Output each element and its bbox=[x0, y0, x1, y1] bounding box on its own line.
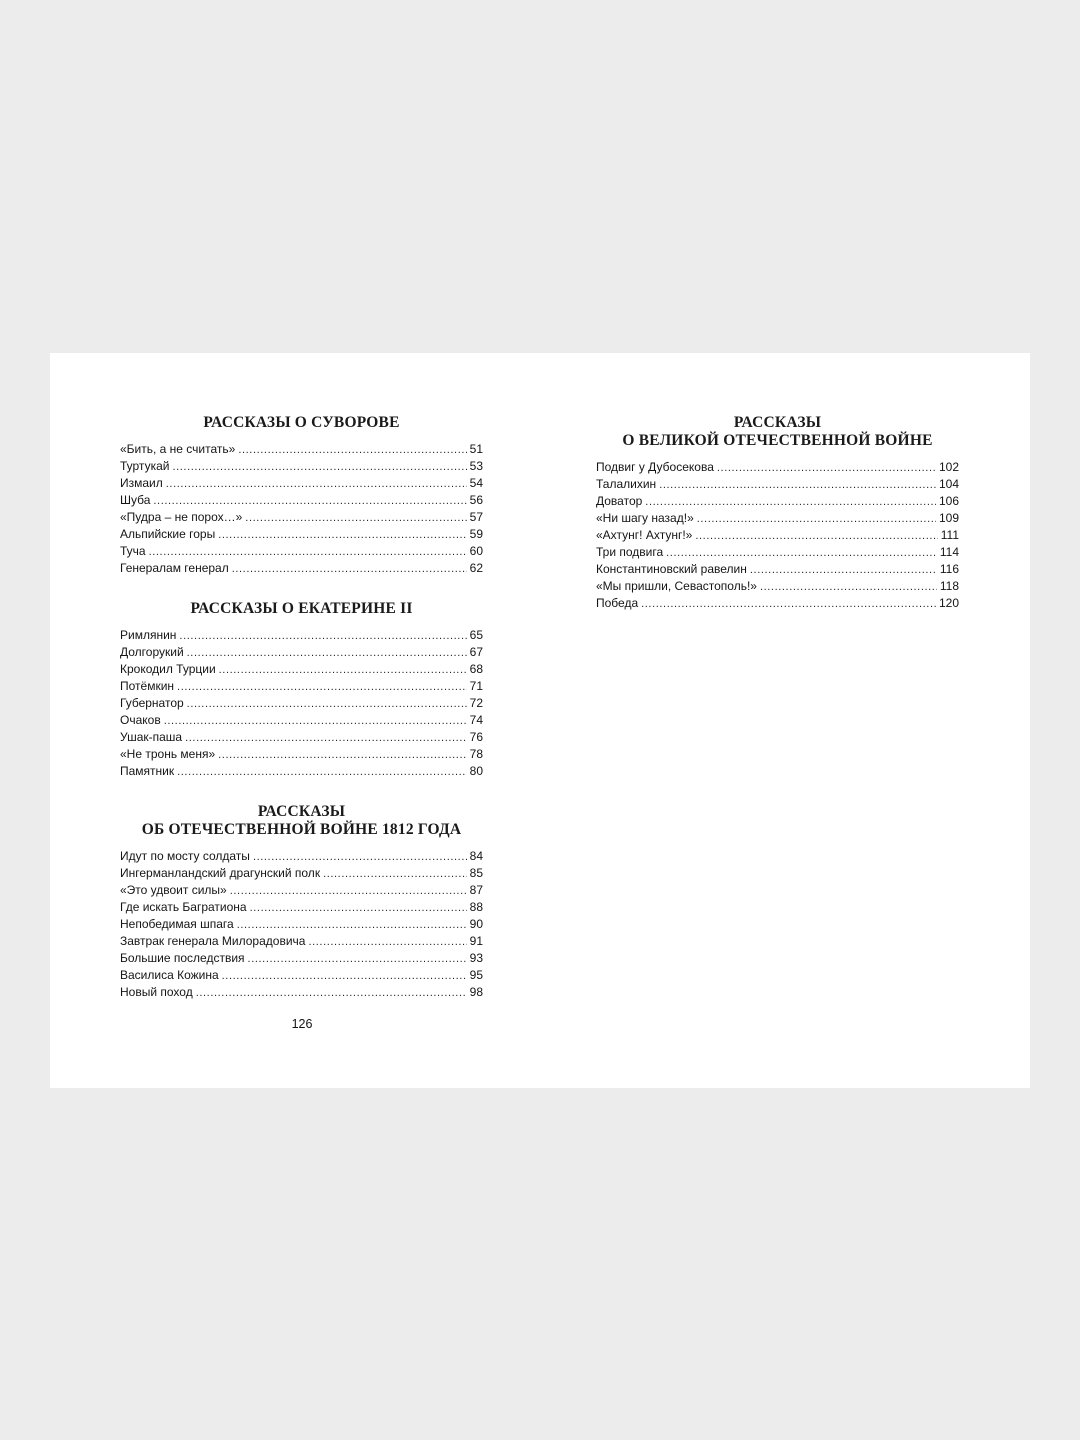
toc-entry[interactable]: «Бить, а не считать» ..... 51 bbox=[120, 441, 483, 458]
section-title-great-patriotic-war: РАССКАЗЫ О ВЕЛИКОЙ ОТЕЧЕСТВЕННОЙ ВОЙНЕ bbox=[622, 414, 933, 449]
toc-entry[interactable]: Туча ..... 60 bbox=[120, 543, 483, 560]
toc-entry[interactable]: Долгорукий ..... 67 bbox=[120, 644, 483, 661]
toc-entry[interactable]: «Пудра – не порох…» ..... 57 bbox=[120, 509, 483, 526]
toc-entry[interactable]: «Ни шагу назад!» ..... 109 bbox=[596, 510, 959, 527]
toc-entry[interactable]: Альпийские горы ..... 59 bbox=[120, 526, 483, 543]
toc-entry[interactable]: Три подвига ..... 114 bbox=[596, 544, 959, 561]
toc-entry[interactable]: Генералам генерал ..... 62 bbox=[120, 560, 483, 577]
toc-entry[interactable]: Потёмкин ..... 71 bbox=[120, 678, 483, 695]
toc-entry[interactable]: Подвиг у Дубосекова ..... 102 bbox=[596, 459, 959, 476]
toc-entry[interactable]: Ингерманландский драгунский полк ..... 85 bbox=[120, 865, 483, 882]
toc-list-great-patriotic-war bbox=[596, 459, 959, 612]
section-title-suvorov: РАССКАЗЫ О СУВОРОВЕ bbox=[203, 414, 400, 431]
toc-entry[interactable]: Завтрак генерала Милорадовича ..... 91 bbox=[120, 933, 483, 950]
toc-entry[interactable]: Ушак-паша ..... 76 bbox=[120, 729, 483, 746]
toc-list-1812 bbox=[120, 848, 483, 1001]
toc-list-suvorov bbox=[120, 441, 483, 577]
book-spread bbox=[50, 353, 1030, 1088]
toc-entry[interactable]: Губернатор ..... 72 bbox=[120, 695, 483, 712]
toc-entry[interactable]: «Мы пришли, Севастополь!» ..... 118 bbox=[596, 578, 959, 595]
section-title-catherine: РАССКАЗЫ О ЕКАТЕРИНЕ II bbox=[190, 600, 413, 617]
toc-list-catherine bbox=[120, 627, 483, 780]
toc-entry[interactable]: Где искать Багратиона ..... 88 bbox=[120, 899, 483, 916]
toc-entry[interactable]: Большие последствия ..... 93 bbox=[120, 950, 483, 967]
toc-entry[interactable]: Памятник ..... 80 bbox=[120, 763, 483, 780]
toc-entry[interactable]: Непобедимая шпага ..... 90 bbox=[120, 916, 483, 933]
toc-entry[interactable]: Римлянин ..... 65 bbox=[120, 627, 483, 644]
toc-entry[interactable]: «Ахтунг! Ахтунг!» ..... 111 bbox=[596, 527, 959, 544]
toc-entry[interactable]: Туртукай ..... 53 bbox=[120, 458, 483, 475]
toc-entry[interactable]: Идут по мосту солдаты ..... 84 bbox=[120, 848, 483, 865]
toc-entry[interactable]: «Это удвоит силы» ..... 87 bbox=[120, 882, 483, 899]
toc-entry[interactable]: Шуба ..... 56 bbox=[120, 492, 483, 509]
toc-entry[interactable]: Василиса Кожина ..... 95 bbox=[120, 967, 483, 984]
toc-entry[interactable]: Очаков ..... 74 bbox=[120, 712, 483, 729]
toc-entry[interactable]: «Не тронь меня» ..... 78 bbox=[120, 746, 483, 763]
toc-entry[interactable]: Измаил ..... 54 bbox=[120, 475, 483, 492]
toc-entry[interactable]: Победа ..... 120 bbox=[596, 595, 959, 612]
toc-entry[interactable]: Крокодил Турции ..... 68 bbox=[120, 661, 483, 678]
toc-entry[interactable]: Новый поход ..... 98 bbox=[120, 984, 483, 1001]
toc-entry[interactable]: Доватор ..... 106 bbox=[596, 493, 959, 510]
toc-entry[interactable]: Талалихин ..... 104 bbox=[596, 476, 959, 493]
page-number: 126 bbox=[291, 1017, 313, 1031]
toc-entry[interactable]: Константиновский равелин ..... 116 bbox=[596, 561, 959, 578]
section-title-1812: РАССКАЗЫ ОБ ОТЕЧЕСТВЕННОЙ ВОЙНЕ 1812 ГОДА bbox=[141, 803, 462, 838]
